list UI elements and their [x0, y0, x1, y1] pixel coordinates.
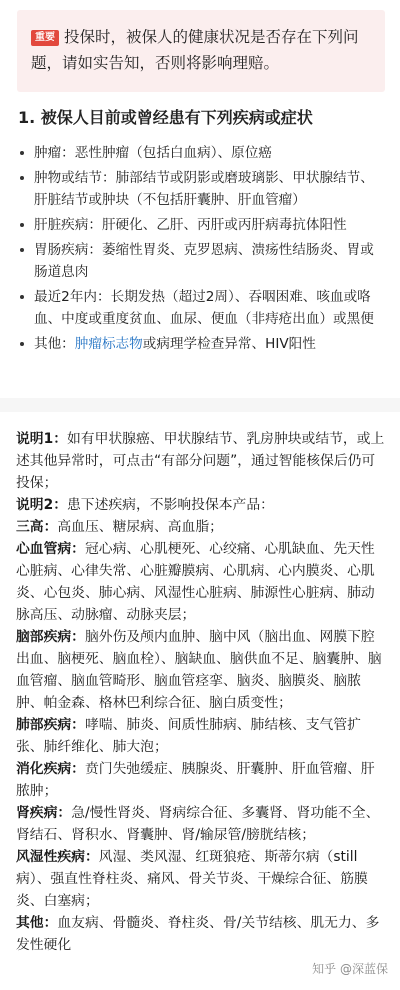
notice-text: 投保时，被保人的健康状况是否存在下列问题，请如实告知，否则将影响理赔。	[31, 28, 359, 72]
explain-item	[16, 626, 386, 714]
item-label: 最近2年内：	[34, 289, 111, 305]
explain-item-text: 血友病、骨髓炎、脊柱炎、骨/关节结核、肌无力、多发性硬化	[16, 915, 380, 953]
explain-item	[16, 912, 386, 956]
explain-item-label: 风湿性疾病：	[16, 849, 99, 865]
explain-item-label: 肺部疾病：	[16, 717, 85, 733]
explain-item-text: 脑外伤及颅内血肿、脑中风（脑出血、网膜下腔出血、脑梗死、脑血栓）、脑缺血、脑供血不足、脑囊肿、脑血管瘤、脑血管畸形、脑血管痉挛、脑炎、脑膜炎、脑脓肿、帕金森、格林巴利综合征、脑白质变性；	[16, 629, 382, 711]
important-badge: 重要	[31, 30, 59, 46]
important-notice	[17, 10, 385, 92]
note-2	[16, 494, 386, 516]
note-1-text: 如有甲状腺癌、甲状腺结节、乳房肿块或结节，或上述其他异常时，可点击“有部分问题”，通过智能核保后仍可投保；	[16, 431, 385, 491]
list-item	[20, 214, 382, 236]
explain-item-label: 三高：	[16, 519, 58, 535]
explain-item-text: 急/慢性肾炎、肾病综合征、多囊肾、肾功能不全、肾结石、肾积水、肾囊肿、肾/输尿管/膀胱结核；	[16, 805, 380, 843]
explain-item-label: 其他：	[16, 915, 58, 931]
explain-item-label: 心血管病：	[16, 541, 85, 557]
list-item	[20, 142, 382, 164]
tumor-marker-link[interactable]: 肿瘤标志物	[74, 336, 143, 352]
explain-item	[16, 846, 386, 912]
item-label: 肿瘤：	[34, 145, 75, 161]
item-text: 肝硬化、乙肝、丙肝或丙肝病毒抗体阳性	[101, 217, 347, 233]
list-item	[20, 167, 382, 211]
item-label: 肝脏疾病：	[34, 217, 102, 233]
explain-item	[16, 802, 386, 846]
section-divider	[0, 398, 400, 412]
question-title: 1. 被保人目前或曾经患有下列疾病或症状	[18, 108, 313, 127]
explanation-section	[16, 428, 386, 956]
list-item	[20, 333, 382, 355]
condition-list	[20, 142, 382, 358]
zhihu-watermark: 知乎 @深蓝保	[308, 960, 388, 978]
explain-item-label: 肾疾病：	[16, 805, 72, 821]
explain-item	[16, 758, 386, 802]
explain-item-text: 高血压、糖尿病、高血脂；	[57, 519, 223, 535]
note-2-text: 患下述疾病，不影响投保本产品：	[67, 497, 274, 513]
explain-item-text: 冠心病、心肌梗死、心绞痛、心肌缺血、先天性心脏病、心律失常、心脏瓣膜病、心肌病、心内膜炎、心肌炎、心包炎、肺心病、风湿性心脏病、肺源性心脏病、肺动脉高压、动脉瘤、动脉夹层；	[16, 541, 375, 623]
list-item	[20, 286, 382, 330]
explain-item	[16, 538, 386, 626]
item-text: 萎缩性胃炎、克罗恩病、溃疡性结肠炎、胃或肠道息肉	[34, 242, 374, 280]
item-text: 长期发热（超过2周）、吞咽困难、咳血或咯血、中度或重度贫血、血尿、便血（非痔疮出血）或黑便	[34, 289, 374, 327]
note-2-label: 说明2：	[16, 497, 67, 513]
explain-item-label: 脑部疾病：	[16, 629, 85, 645]
item-text: 或病理学检查异常、HIV阳性	[142, 336, 316, 352]
note-1-label: 说明1：	[16, 431, 67, 447]
item-label: 胃肠疾病：	[34, 242, 102, 258]
explain-item	[16, 516, 386, 538]
list-item	[20, 239, 382, 283]
item-text: 恶性肿瘤（包括白血病）、原位癌	[74, 145, 272, 161]
explain-item-label: 消化疾病：	[16, 761, 85, 777]
explain-item-text: 风湿、类风湿、红斑狼疮、斯蒂尔病（still病）、强直性脊柱炎、痛风、骨关节炎、干燥综合征、筋膜炎、白塞病；	[16, 849, 368, 909]
item-label: 肿物或结节：	[34, 170, 116, 186]
explain-item-text: 贲门失弛缓症、胰腺炎、肝囊肿、肝血管瘤、肝脓肿；	[16, 761, 375, 799]
explain-item	[16, 714, 386, 758]
explain-item-text: 哮喘、肺炎、间质性肺病、肺结核、支气管扩张、肺纤维化、肺大泡；	[16, 717, 361, 755]
note-1	[16, 428, 386, 494]
item-label: 其他：	[34, 336, 75, 352]
item-text: 肺部结节或阴影或磨玻璃影、甲状腺结节、肝脏结节或肿块（不包括肝囊肿、肝血管瘤）	[34, 170, 374, 208]
